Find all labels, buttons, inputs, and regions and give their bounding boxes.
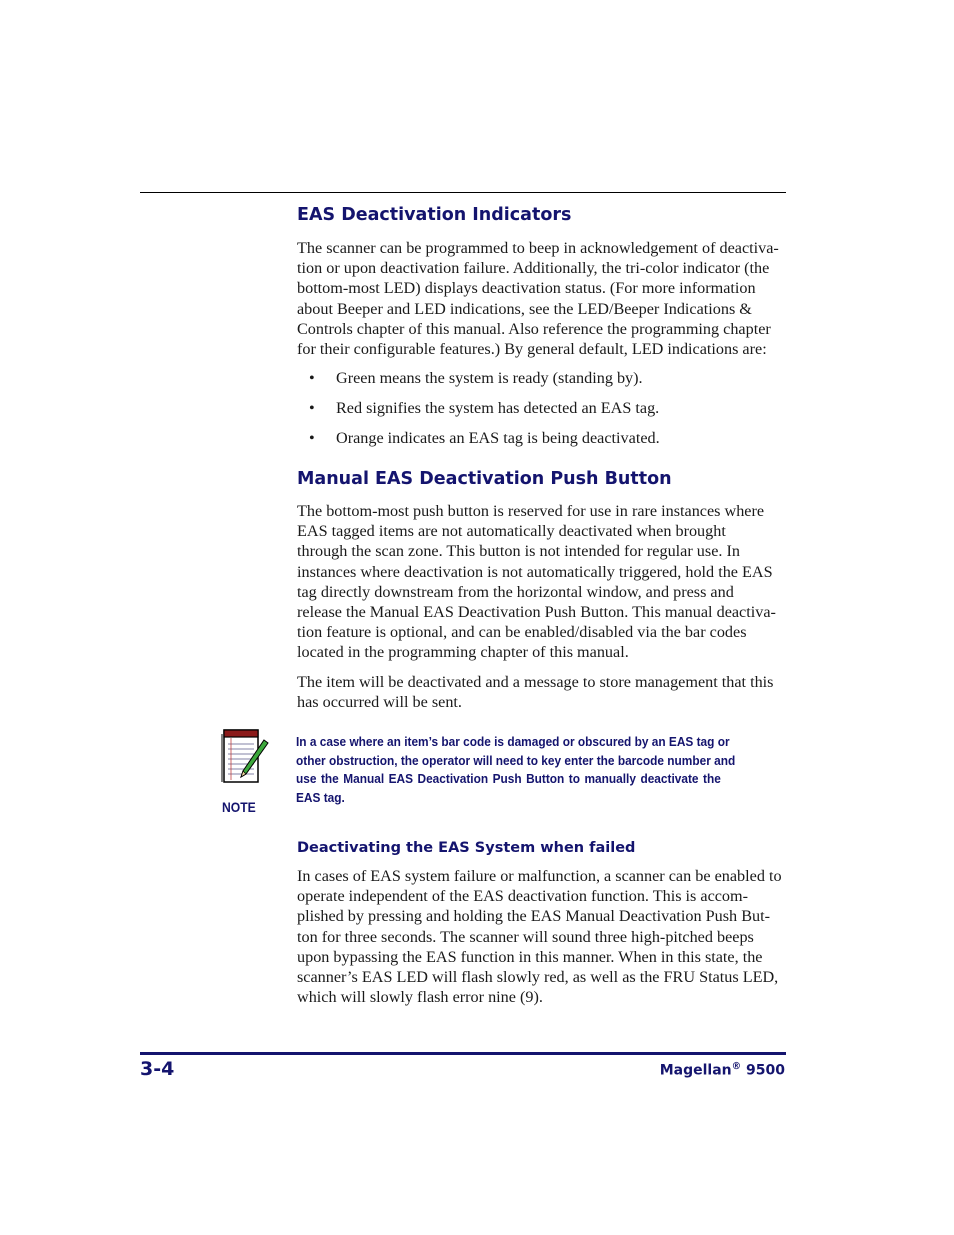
text-line: for their configurable features.) By general default, LED indications are: xyxy=(297,340,767,359)
text-line: In cases of EAS system failure or malfunction, a scanner can be enabled to xyxy=(297,867,782,885)
text-line: operate independent of the EAS deactivation function. This is accom- xyxy=(297,887,749,906)
text-line: The bottom-most push button is reserved for use in rare instances where xyxy=(297,502,765,520)
text-line: has occurred will be sent. xyxy=(297,693,462,712)
product-name: Magellan xyxy=(659,1062,732,1079)
subsection-heading-deactivating-failed: Deactivating the EAS System when failed xyxy=(297,840,636,856)
note-label: NOTE xyxy=(222,800,256,815)
text-line: ton for three seconds. The scanner will sound three high-pitched beeps xyxy=(297,927,754,946)
manual-push-button-paragraph-2 xyxy=(297,672,787,712)
text-line: EAS tagged items are not automatically deactivated when brought xyxy=(297,522,726,541)
text-line: EAS tag. xyxy=(296,789,345,805)
text-line: The item will be deactivated and a message to store management that this xyxy=(297,673,774,691)
text-line: use the Manual EAS Deactivation Push Button to manually deactivate the xyxy=(296,771,721,786)
text-line: Controls chapter of this manual. Also reference the programming chapter xyxy=(297,319,771,338)
text-line: bottom-most LED) displays deactivation status. (For more information xyxy=(297,279,756,298)
bullet-text: Orange indicates an EAS tag is being deactivated. xyxy=(336,429,660,447)
text-line: scanner’s EAS LED will flash slowly red, as well as the FRU Status LED, xyxy=(297,968,779,987)
bullet-dot-icon: • xyxy=(309,369,315,387)
bullet-item xyxy=(309,398,659,418)
text-line: The scanner can be programmed to beep in acknowledgement of deactiva- xyxy=(297,239,779,257)
text-line: other obstruction, the operator will need to key enter the barcode number and xyxy=(296,752,736,768)
footer-product-title xyxy=(660,1061,785,1079)
note-text xyxy=(296,733,736,807)
bullet-dot-icon: • xyxy=(309,399,315,417)
manual-push-button-paragraph-1 xyxy=(297,501,787,663)
page-number: 3-4 xyxy=(140,1058,175,1080)
bullet-dot-icon: • xyxy=(309,429,315,447)
footer-rule xyxy=(140,1052,786,1055)
text-line: which will slowly flash error nine (9). xyxy=(297,988,543,1007)
text-line: tion feature is optional, and can be enabled/disabled via the bar codes xyxy=(297,623,747,642)
section-heading-manual-push-button: Manual EAS Deactivation Push Button xyxy=(297,469,672,489)
text-line: release the Manual EAS Deactivation Push Button. This manual deactiva- xyxy=(297,603,776,622)
notepad-pencil-icon xyxy=(218,728,270,786)
text-line: plished by pressing and holding the EAS Manual Deactivation Push But- xyxy=(297,907,770,926)
registered-mark: ® xyxy=(731,1061,742,1072)
text-line: tag directly downstream from the horizontal window, and press and xyxy=(297,582,734,601)
text-line: instances where deactivation is not automatically triggered, hold the EAS xyxy=(297,562,773,581)
product-model: 9500 xyxy=(741,1062,785,1079)
eas-indicators-paragraph xyxy=(297,238,787,359)
text-line: In a case where an item’s bar code is damaged or obscured by an EAS tag or xyxy=(296,734,730,749)
text-line: located in the programming chapter of this manual. xyxy=(297,643,629,662)
deactivating-failed-paragraph xyxy=(297,866,787,1007)
bullet-item xyxy=(309,428,660,448)
top-rule xyxy=(140,192,786,193)
text-line: through the scan zone. This button is not intended for regular use. In xyxy=(297,542,740,561)
text-line: upon bypassing the EAS function in this manner. When in this state, the xyxy=(297,947,763,966)
bullet-text: Green means the system is ready (standing by). xyxy=(336,369,643,387)
text-line: tion or upon deactivation failure. Additionally, the tri-color indicator (the xyxy=(297,259,770,278)
text-line: about Beeper and LED indications, see the LED/Beeper Indications & xyxy=(297,299,752,318)
bullet-item xyxy=(309,368,643,388)
section-heading-eas-indicators: EAS Deactivation Indicators xyxy=(297,205,572,225)
bullet-text: Red signifies the system has detected an EAS tag. xyxy=(336,399,660,417)
